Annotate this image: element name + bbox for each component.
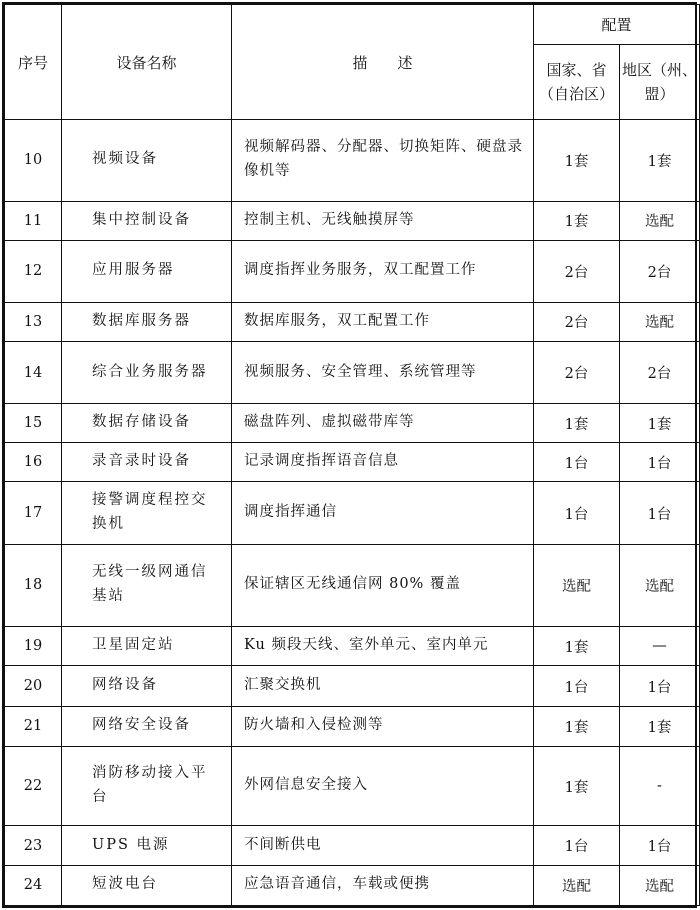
table-row <box>5 302 700 341</box>
equipment-config-table <box>2 2 697 908</box>
table-row <box>5 201 700 240</box>
row-description: 防火墙和入侵检测等 <box>232 706 534 746</box>
row-national: 1套 <box>534 201 620 240</box>
table-row <box>5 240 700 302</box>
row-name: 集中控制设备 <box>62 201 232 240</box>
row-name: 数据存储设备 <box>62 404 232 443</box>
row-name: UPS 电源 <box>62 826 232 865</box>
row-national: 1台 <box>534 443 620 482</box>
table-row <box>5 443 700 482</box>
table-row <box>5 342 700 404</box>
row-regional: 1台 <box>620 826 700 865</box>
row-description: 汇聚交换机 <box>232 666 534 706</box>
table-row <box>5 544 700 627</box>
row-index: 21 <box>5 706 62 746</box>
row-index: 23 <box>5 826 62 865</box>
row-description: 视频服务、安全管理、系统管理等 <box>232 342 534 404</box>
row-index: 14 <box>5 342 62 404</box>
row-regional: 1套 <box>620 404 700 443</box>
row-national: 1套 <box>534 746 620 825</box>
row-regional: 选配 <box>620 302 700 341</box>
row-regional: 选配 <box>620 544 700 627</box>
row-description: 磁盘阵列、虚拟磁带库等 <box>232 404 534 443</box>
row-regional: 2台 <box>620 342 700 404</box>
row-index: 16 <box>5 443 62 482</box>
row-description: 应急语音通信，车载或便携 <box>232 865 534 905</box>
row-name: 录音录时设备 <box>62 443 232 482</box>
header-national: 国家、省（自治区） <box>534 45 620 120</box>
row-name: 卫星固定站 <box>62 627 232 666</box>
row-name: 无线一级网通信基站 <box>62 544 232 627</box>
table-row <box>5 826 700 865</box>
row-description: 数据库服务，双工配置工作 <box>232 302 534 341</box>
header-config: 配置 <box>534 5 700 45</box>
row-index: 11 <box>5 201 62 240</box>
table-row <box>5 120 700 202</box>
row-description: 外网信息安全接入 <box>232 746 534 825</box>
row-index: 17 <box>5 482 62 544</box>
row-index: 15 <box>5 404 62 443</box>
row-national: 1套 <box>534 627 620 666</box>
row-regional: 1套 <box>620 120 700 202</box>
row-national: 1台 <box>534 482 620 544</box>
row-description: 调度指挥业务服务，双工配置工作 <box>232 240 534 302</box>
table-row <box>5 666 700 706</box>
row-name: 应用服务器 <box>62 240 232 302</box>
row-name: 网络设备 <box>62 666 232 706</box>
row-national: 2台 <box>534 342 620 404</box>
table-row <box>5 865 700 905</box>
row-name: 网络安全设备 <box>62 706 232 746</box>
row-national: 1台 <box>534 826 620 865</box>
row-index: 19 <box>5 627 62 666</box>
row-index: 22 <box>5 746 62 825</box>
row-name: 消防移动接入平台 <box>62 746 232 825</box>
row-national: 1台 <box>534 666 620 706</box>
row-description: 记录调度指挥语音信息 <box>232 443 534 482</box>
table-row <box>5 627 700 666</box>
header-regional: 地区（州、盟） <box>620 45 700 120</box>
row-description: 保证辖区无线通信网 80% 覆盖 <box>232 544 534 627</box>
row-national: 选配 <box>534 544 620 627</box>
row-description: 调度指挥通信 <box>232 482 534 544</box>
row-national: 1套 <box>534 706 620 746</box>
row-description: 控制主机、无线触摸屏等 <box>232 201 534 240</box>
table-row <box>5 404 700 443</box>
row-regional: 2台 <box>620 240 700 302</box>
row-national: 2台 <box>534 240 620 302</box>
row-regional: 1套 <box>620 706 700 746</box>
header-description: 描 述 <box>232 5 534 120</box>
row-regional: — <box>620 627 700 666</box>
row-description: 视频解码器、分配器、切换矩阵、硬盘录像机等 <box>232 120 534 202</box>
row-index: 10 <box>5 120 62 202</box>
row-name: 短波电台 <box>62 865 232 905</box>
row-regional: 选配 <box>620 865 700 905</box>
row-regional: 1台 <box>620 482 700 544</box>
row-regional: 1台 <box>620 666 700 706</box>
row-regional: 1台 <box>620 443 700 482</box>
row-description: 不间断供电 <box>232 826 534 865</box>
header-name: 设备名称 <box>62 5 232 120</box>
row-description: Ku 频段天线、室外单元、室内单元 <box>232 627 534 666</box>
row-index: 20 <box>5 666 62 706</box>
table-row <box>5 482 700 544</box>
row-regional: - <box>620 746 700 825</box>
table-row <box>5 746 700 825</box>
row-national: 2台 <box>534 302 620 341</box>
row-national: 1套 <box>534 120 620 202</box>
row-name: 数据库服务器 <box>62 302 232 341</box>
row-name: 接警调度程控交换机 <box>62 482 232 544</box>
row-index: 18 <box>5 544 62 627</box>
row-name: 视频设备 <box>62 120 232 202</box>
row-national: 选配 <box>534 865 620 905</box>
row-name: 综合业务服务器 <box>62 342 232 404</box>
row-national: 1套 <box>534 404 620 443</box>
header-index: 序号 <box>5 5 62 120</box>
table-row <box>5 706 700 746</box>
row-index: 13 <box>5 302 62 341</box>
row-regional: 选配 <box>620 201 700 240</box>
row-index: 12 <box>5 240 62 302</box>
row-index: 24 <box>5 865 62 905</box>
